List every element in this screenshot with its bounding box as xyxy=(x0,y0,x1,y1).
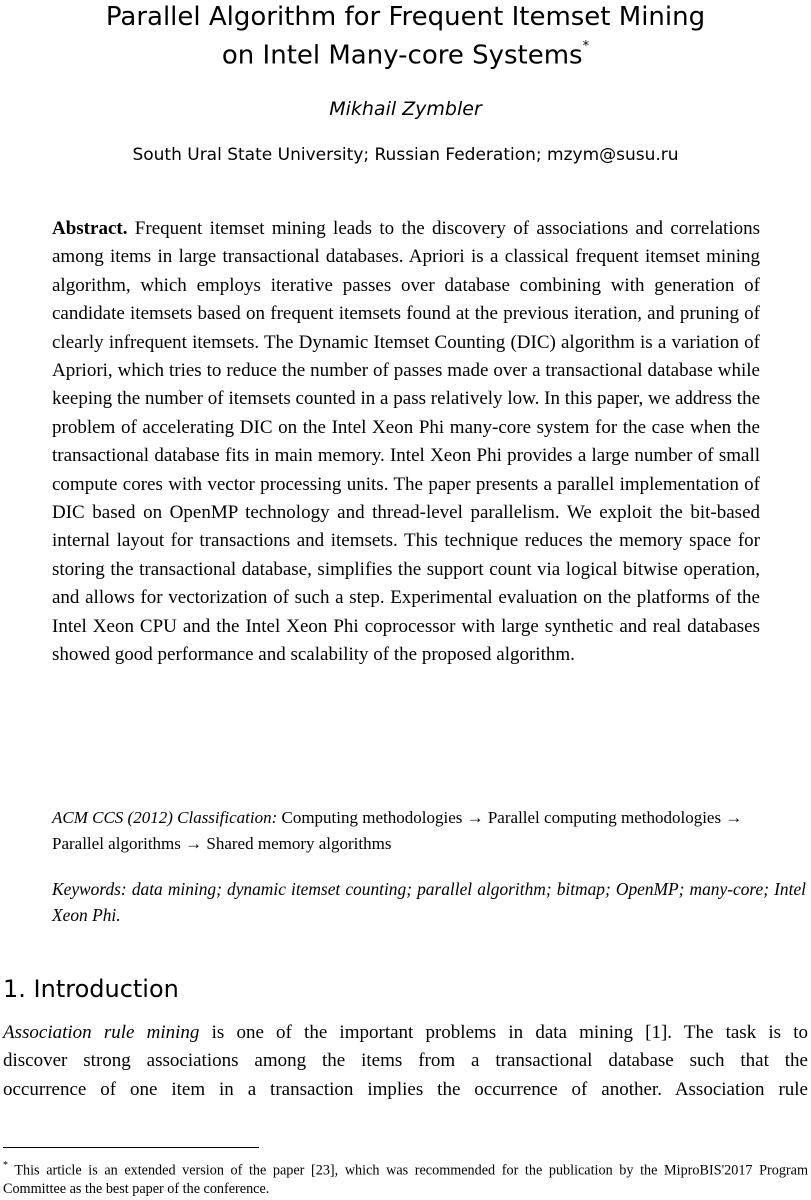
intro-line-1-rest: is one of the important problems in data mining [1]. The task is to xyxy=(211,1022,809,1043)
acm-classification xyxy=(52,805,760,857)
title-line-2: on Intel Many-core Systems xyxy=(221,40,583,71)
keywords-label: Keywords: xyxy=(52,879,127,899)
title-footnote-mark: * xyxy=(582,39,590,54)
abstract-text: Frequent itemset mining leads to the discovery of associations and correlations among items in large transactional databases. Apriori is a classical frequent itemset mining algorithm, which employs iterative passes over database combining with generation of candidate itemsets based on frequent itemsets found at the previous iteration, and pruning of clearly infrequent itemsets. The Dynamic Itemset Counting (DIC) algorithm is a variation of Apriori, which tries to reduce the number of passes made over a transactional database while keeping the number of itemsets counted in a pass relatively low. In this paper, we address the problem of accelerating DIC on the Intel Xeon Phi many-core system for the case when the transactional database fits in main memory. Intel Xeon Phi provides a large number of small compute cores with vector processing units. The paper presents a parallel implementation of DIC based on OpenMP technology and thread-level parallelism. We exploit the bit-based internal layout for transactions and itemsets. This technique reduces the memory space for storing the transactional database, simplifies the support count via logical bitwise operation, and allows for vectorization of such a step. Experimental evaluation on the platforms of the Intel Xeon CPU and the Intel Xeon Phi coprocessor with large synthetic and real databases showed good performance and scalability of the proposed algorithm. xyxy=(52,218,761,666)
abstract-paragraph xyxy=(52,215,760,670)
introduction-paragraph xyxy=(3,1019,808,1104)
classification-text: Computing methodologies → Parallel computing methodologies → Parallel algorithms → Shared memory algorithms xyxy=(52,808,743,853)
author-affiliation: South Ural State University; Russian Federation; mzym@susu.ru xyxy=(132,145,679,165)
paper-title xyxy=(0,0,811,73)
intro-term: Association rule mining xyxy=(3,1022,200,1043)
intro-line-3: occurrence of one item in a transaction implies the occurrence of another. Association rule xyxy=(3,1078,808,1100)
abstract-label: Abstract. xyxy=(52,218,128,239)
keywords-paragraph xyxy=(52,876,806,928)
footnote-mark: * xyxy=(3,1160,8,1171)
footnote-divider xyxy=(3,1147,259,1148)
title-line-1: Parallel Algorithm for Frequent Itemset Mining xyxy=(105,2,706,32)
footnote xyxy=(3,1158,808,1198)
section-heading-introduction: 1. Introduction xyxy=(3,975,179,1003)
intro-line-1 xyxy=(3,1019,808,1047)
classification-label: ACM CCS (2012) Classification: xyxy=(52,808,278,827)
keywords-text: data mining; dynamic itemset counting; parallel algorithm; bitmap; OpenMP; many-core; Intel Xeon Phi. xyxy=(52,879,806,925)
author-name: Mikhail Zymbler xyxy=(329,98,482,120)
footnote-text: This article is an extended version of the paper [23], which was recommended for the publication by the MiproBIS'2017 Program Committee as the best paper of the conference. xyxy=(3,1162,808,1197)
intro-line-2: discover strong associations among the items from a transactional database such that the xyxy=(3,1050,808,1072)
